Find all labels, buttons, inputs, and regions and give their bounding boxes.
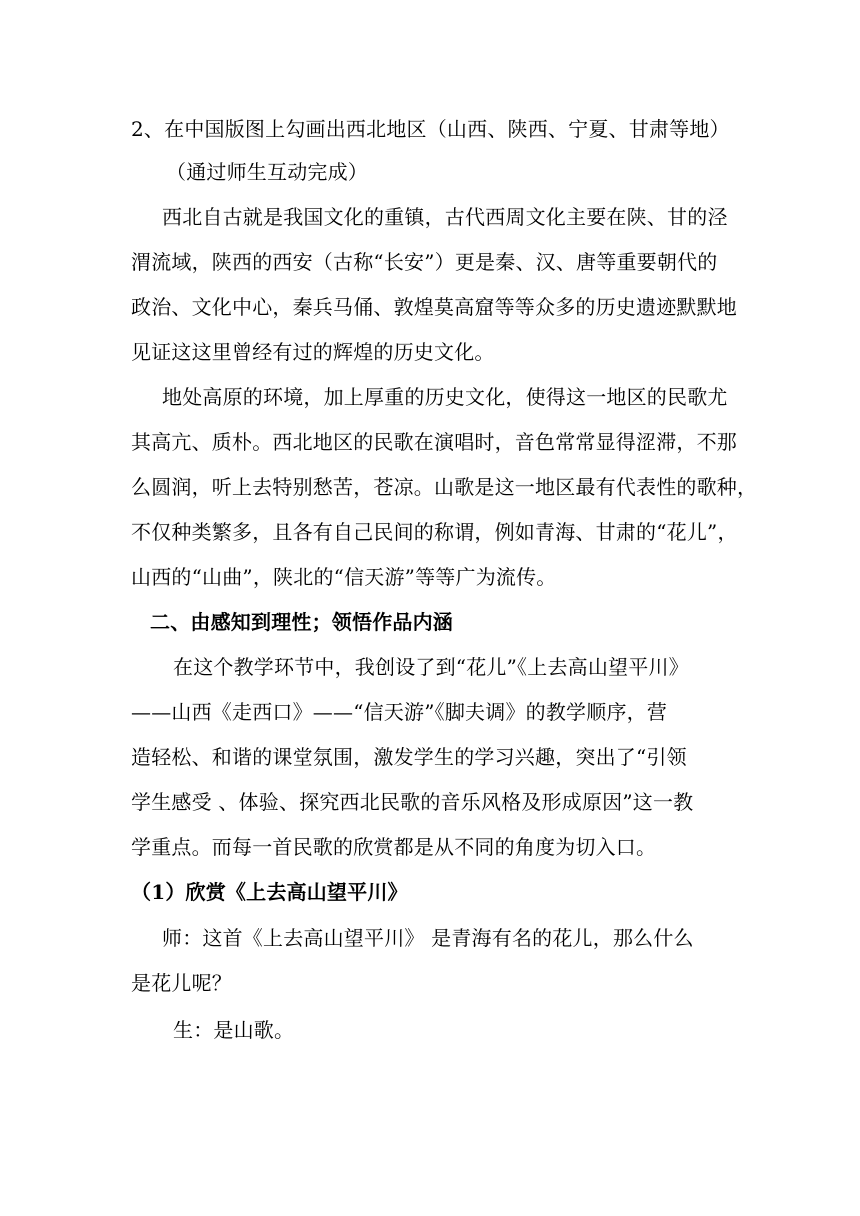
section-heading: 二、由感知到理性；领悟作品内涵 <box>150 610 453 634</box>
dialogue-line: 师：这首《上去高山望平川》 是青海有名的花儿，那么什么 <box>162 926 694 950</box>
paragraph-line: 不仅种类繁多，且各有自己民间的称谓，例如青海、甘肃的“花儿”， <box>131 520 738 544</box>
paragraph-line: 学生感受 、体验、探究西北民歌的音乐风格及形成原因”这一教 <box>131 790 694 814</box>
item2-title: 2、在中国版图上勾画出西北地区（山西、陕西、宁夏、甘肃等地） <box>131 117 730 141</box>
paragraph-line: 山西的“山曲”，陕北的“信天游”等等广为流传。 <box>131 565 557 589</box>
paragraph-line: 其高亢、质朴。西北地区的民歌在演唱时，音色常常显得涩滞，不那 <box>131 430 737 454</box>
paragraph-line: 见证这这里曾经有过的辉煌的历史文化。 <box>131 340 495 364</box>
paragraph-line: 造轻松、和谐的课堂氛围，激发学生的学习兴趣，突出了“引领 <box>131 745 687 769</box>
subsection-heading: （1）欣赏《上去高山望平川》 <box>131 880 408 904</box>
paragraph-line: 么圆润，听上去特别愁苦，苍凉。山歌是这一地区最有代表性的歌种， <box>131 475 758 499</box>
item2-note: （通过师生互动完成） <box>166 160 368 184</box>
dialogue-student: 生：是山歌。 <box>173 1018 295 1042</box>
paragraph-line: 在这个教学环节中，我创设了到“花儿”《上去高山望平川》 <box>173 655 689 679</box>
dialogue-line: 是花儿呢？ <box>131 971 232 995</box>
paragraph-line: 西北自古就是我国文化的重镇，古代西周文化主要在陕、甘的泾 <box>162 205 728 229</box>
paragraph-line: 学重点。而每一首民歌的欣赏都是从不同的角度为切入口。 <box>131 835 657 859</box>
paragraph-line: 渭流域，陕西的西安（古称“长安”）更是秦、汉、唐等重要朝代的 <box>131 250 718 274</box>
paragraph-line: ——山西《走西口》——“信天游”《脚夫调》的教学顺序，营 <box>131 700 668 724</box>
paragraph-line: 地处高原的环境，加上厚重的历史文化，使得这一地区的民歌尤 <box>162 385 728 409</box>
paragraph-line: 政治、文化中心，秦兵马俑、敦煌莫高窟等等众多的历史遗迹默默地 <box>131 295 737 319</box>
